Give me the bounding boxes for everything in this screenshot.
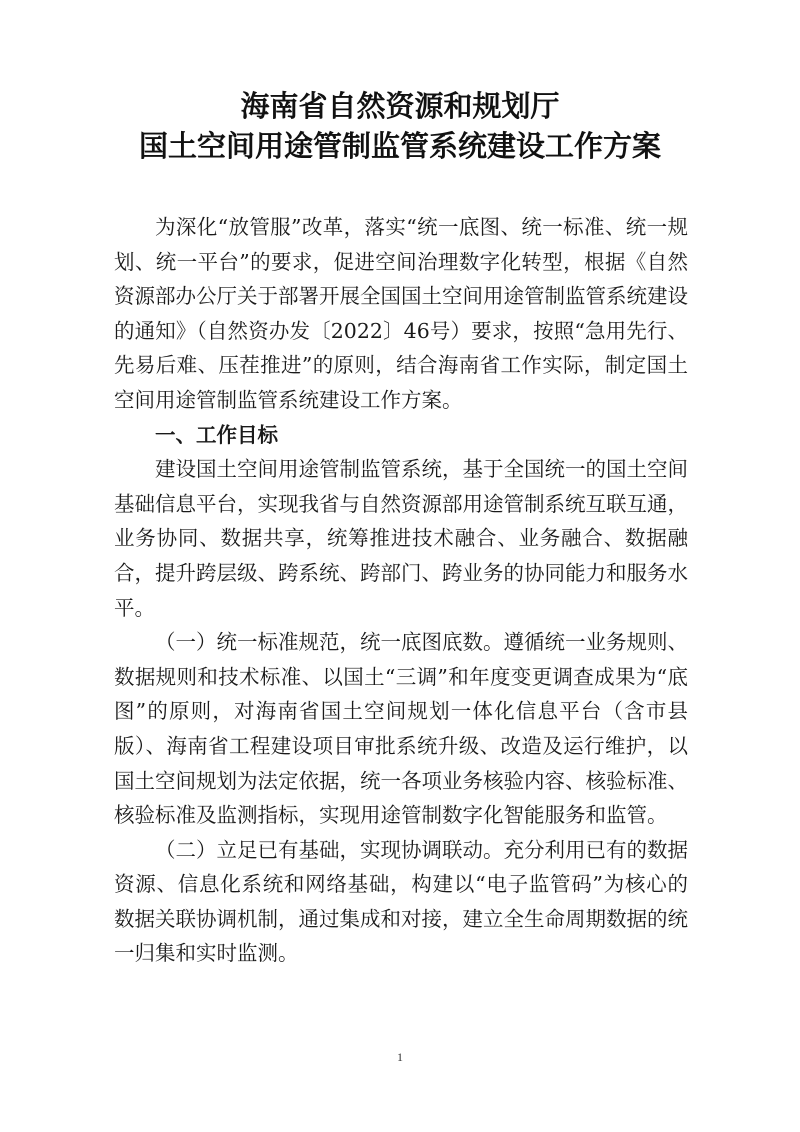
item-1-text: 遵循统一业务规则、数据规则和技术标准、以国土“三调”和年度变更调查成果为“底图”的原则，对海南省国土空间规划一体化信息平台（含市县版）、海南省工程建设项目审批系统升级、改造及运行维护，以国土空间规划为法定依据，统一各项业务核验内容、核验标准、核验标准及监测指标，实现用途管制数字化智能服务和监管。 [114, 630, 688, 828]
item-1-lead: （一）统一标准规范，统一底图底数。 [155, 630, 504, 655]
document-title [0, 86, 800, 166]
item-2-text: 充分利用已有的数据资源、信息化系统和网络基础，构建以“电子监管码”为核心的数据关联协调机制，通过集成和对接，建立全生命周期数据的统一归集和实时监测。 [114, 837, 688, 966]
intro-paragraph: 为深化“放管服”改革，落实“统一底图、统一标准、统一规划、统一平台”的要求，促进空间治理数字化转型，根据《自然资源部办公厅关于部署开展全国国土空间用途管制监管系统建设的通知》（自然资办发〔2022〕46号）要求，按照“急用先行、先易后难、压茬推进”的原则，结合海南省工作实际，制定国土空间用途管制监管系统建设工作方案。 [114, 215, 688, 412]
document-body [114, 210, 688, 971]
title-line-1: 海南省自然资源和规划厅 [240, 89, 560, 123]
section-1-item-2 [114, 833, 688, 971]
page-number: 1 [397, 1050, 403, 1064]
section-1-paragraph: 建设国土空间用途管制监管系统，基于全国统一的国土空间基础信息平台，实现我省与自然资源部用途管制系统互联互通，业务协同、数据共享，统筹推进技术融合、业务融合、数据融合，提升跨层级、跨系统、跨部门、跨业务的协同能力和服务水平。 [114, 457, 688, 620]
section-1-item-1 [114, 625, 688, 833]
title-line-2: 国土空间用途管制监管系统建设工作方案 [138, 129, 661, 163]
item-2-lead: （二）立足已有基础，实现协调联动。 [155, 837, 504, 862]
section-heading-work-goals: 一、工作目标 [155, 422, 278, 447]
